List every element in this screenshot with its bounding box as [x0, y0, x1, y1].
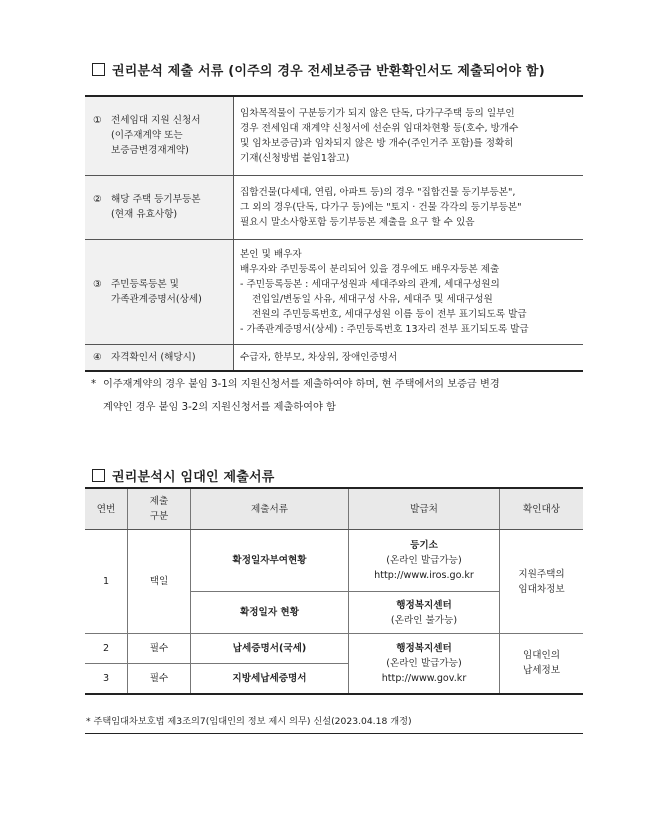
issuer-name: 등기소	[410, 540, 438, 551]
section1-title-text: 권리분석 제출 서류 (이주의 경우 전세보증금 반환확인서도 제출되어야 함)	[112, 64, 545, 79]
label-line: 자격확인서 (해당시)	[111, 351, 196, 363]
section2-title	[92, 466, 275, 485]
doc-cell: 확정일자 현황	[191, 592, 349, 634]
checkbox-square-icon	[92, 469, 105, 482]
sub-item-line: - 가족관계증명서(상세) : 주민등록번호 13자리 전부 표기되도록 발급	[240, 323, 529, 335]
content-line: 필요시 말소사항포함 등기부등본 제출을 요구 할 수 있음	[240, 216, 475, 228]
issuer-note: (온라인 발급가능)	[386, 555, 462, 566]
note-line: 계약인 경우 붙임 3-2의 지원신청서를 제출하여야 함	[103, 402, 336, 413]
content-line: 경우 전세임대 재계약 신청서에 선순위 임대차현황 등(호수, 방개수	[240, 122, 519, 134]
row-label	[85, 96, 234, 175]
content-line: 및 임차보증금)과 임차되지 않은 방 개수(주인거주 포함)를 정확히	[240, 137, 514, 149]
label-line: 전세임대 지원 신청서	[111, 115, 201, 127]
content-line: 그 외의 경우(단독, 다가구 등)에는 "토지 · 건물 각각의 등기부등본"	[240, 201, 522, 213]
asterisk: *	[91, 379, 97, 390]
label-line: (이주재계약 또는	[111, 130, 183, 142]
header-doc: 제출서류	[191, 488, 349, 530]
header-type-line: 구분	[149, 511, 169, 522]
content-line: 집합건물(다세대, 연립, 아파트 등)의 경우 "집합건물 등기부등본",	[240, 186, 516, 198]
header-issuer: 발급처	[349, 488, 500, 530]
issuer-url-link[interactable]: http://www.gov.kr	[381, 672, 467, 684]
header-target: 확인대상	[500, 488, 584, 530]
remark-note	[91, 373, 588, 419]
row-content	[234, 239, 584, 344]
target-line: 임대인의	[522, 650, 561, 662]
issuer-url-link[interactable]: http://www.iros.go.kr	[374, 570, 474, 581]
seq-cell: 2	[85, 634, 128, 664]
row-content	[234, 175, 584, 239]
content-line: 임차목적물이 구분등기가 되지 않은 단독, 다가구주택 등의 일부인	[240, 107, 515, 119]
sub-item-line: 전원의 주민등록번호, 세대구성원 이름 등이 전부 표기되도록 발급	[252, 308, 527, 320]
seq-cell: 1	[85, 530, 128, 634]
sub-item-line: 전입일/변동일 사유, 세대구성 사유, 세대주 및 세대구성원	[252, 293, 493, 305]
label-line: 주민등록등본 및	[111, 278, 179, 290]
row-label	[85, 239, 234, 344]
section1-title	[92, 60, 545, 79]
doc-cell: 확정일자부여현황	[191, 530, 349, 592]
header-seq: 연번	[85, 488, 128, 530]
table-row	[85, 634, 583, 664]
checkbox-square-icon	[92, 63, 105, 76]
label-line: 보증금변경재계약)	[111, 145, 189, 157]
issuer-note: (온라인 발급가능)	[386, 657, 462, 669]
table-row	[85, 530, 583, 592]
doc-cell: 납세증명서(국세)	[191, 634, 349, 664]
row-number: ④	[93, 351, 102, 363]
label-line: (현재 유효사항)	[111, 209, 178, 220]
label-line: 가족관계증명서(상세)	[111, 293, 202, 305]
content-line: 배우자와 주민등록이 분리되어 있을 경우에도 배우자등본 제출	[240, 263, 500, 275]
table-row	[85, 96, 583, 175]
issuer-name: 행정복지센터	[396, 599, 452, 611]
seq-cell: 3	[85, 664, 128, 694]
row-content	[234, 344, 584, 371]
type-cell: 필수	[128, 634, 191, 664]
row-number: ③	[93, 278, 102, 290]
row-label	[85, 344, 234, 371]
content-line: 본인 및 배우자	[240, 248, 302, 260]
footnote-divider	[85, 733, 583, 734]
row-number: ①	[93, 115, 102, 127]
submission-documents-table	[85, 95, 583, 372]
row-content	[234, 96, 584, 175]
issuer-cell	[349, 530, 500, 592]
content-line: 수급자, 한부모, 차상위, 장애인증명서	[240, 351, 398, 363]
target-cell	[500, 634, 584, 694]
header-type	[128, 488, 191, 530]
target-cell	[500, 530, 584, 634]
content-line: 기재(신청방법 붙임1참고)	[240, 152, 350, 164]
target-line: 지원주택의	[518, 568, 565, 580]
issuer-cell	[349, 592, 500, 634]
table-header-row	[85, 488, 583, 530]
type-cell: 필수	[128, 664, 191, 694]
issuer-note: (온라인 불가능)	[390, 614, 458, 626]
landlord-documents-table	[85, 487, 583, 695]
header-type-line: 제출	[149, 496, 169, 507]
footnote: * 주택임대차보호법 제3조의7(임대인의 정보 제시 의무) 신설(2023.04.18 개정)	[86, 716, 412, 727]
target-line: 납세정보	[522, 665, 561, 677]
target-line: 임대차정보	[518, 583, 565, 595]
row-number: ②	[93, 194, 102, 205]
type-cell: 택일	[128, 530, 191, 634]
note-line: 이주재계약의 경우 붙임 3-1의 지원신청서를 제출하여야 하며, 현 주택에서의 보증금 변경	[103, 379, 500, 390]
issuer-name: 행정복지센터	[396, 642, 452, 654]
table-row	[85, 175, 583, 239]
row-label	[85, 175, 234, 239]
table-row	[85, 239, 583, 344]
issuer-cell	[349, 634, 500, 694]
sub-item-line: - 주민등록등본 : 세대구성원과 세대주와의 관계, 세대구성원의	[240, 278, 500, 290]
table-row	[85, 344, 583, 371]
section2-title-text: 권리분석시 임대인 제출서류	[112, 470, 275, 485]
label-line: 해당 주택 등기부등본	[111, 194, 201, 205]
doc-cell: 지방세납세증명서	[191, 664, 349, 694]
